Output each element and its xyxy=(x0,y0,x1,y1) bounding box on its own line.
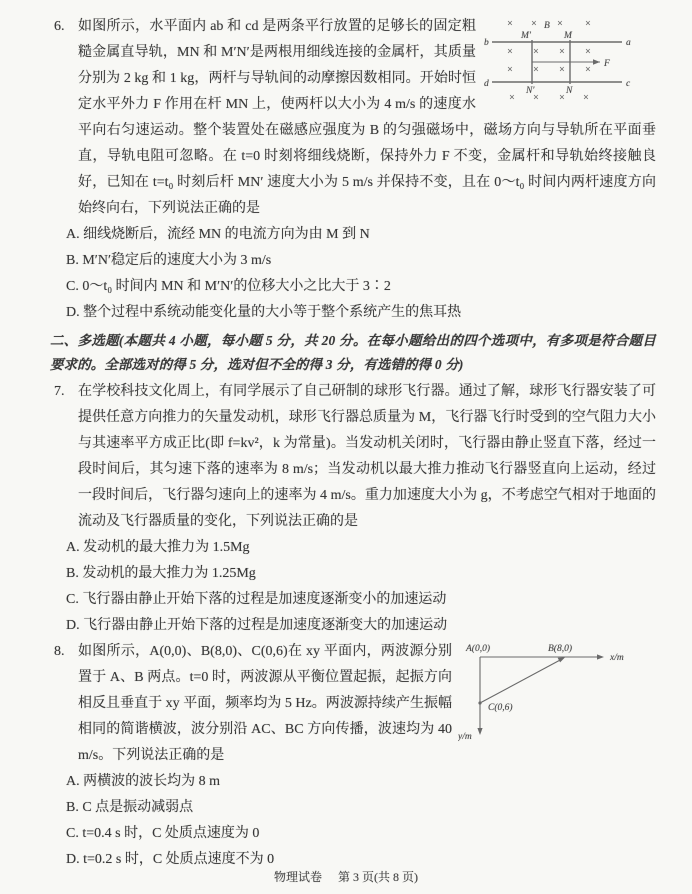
question-7-options xyxy=(66,535,656,639)
option-d: D. 飞行器由静止开始下落的过程是加速度逐渐变大的加速运动 xyxy=(66,618,448,633)
question-6-text: 如图所示，水平面内 ab 和 cd 是两条平行放置的足够长的固定粗糙金属直导轨，MN 和 M′N′是两根用细线连接的金属杆，其质量分别为 2 kg 和 1 kg，两杆与导轨间的动摩擦因数相同。开始时恒定水平外力 F 作用在杆 MN 上，使两杆以大小为 4 m/s 的速度水平向右匀速运动。整个装置处在磁感应强度为 B 的匀强磁场中，磁场方向与导轨所在平面垂直，导轨电阻可忽略。在 t=0 时刻将细线烧断，保持外力 F 不变，金属杆和导轨始终接触良好，已知在 t=t₀ 时刻后杆 MN′ 速度大小为 5 m/s 并保持不变，且在 0～t₀ 时间内两杆速度方向始终向右，下列说法正确的是 xyxy=(78,19,656,216)
field-into-page-icon: × xyxy=(509,92,515,104)
field-into-page-icon: × xyxy=(585,46,591,58)
field-into-page-icon: × xyxy=(507,64,513,76)
question-6 xyxy=(52,14,656,326)
option-d: D. 整个过程中系统动能变化量的大小等于整个系统产生的焦耳热 xyxy=(66,305,462,320)
x-axis-label: x/m xyxy=(610,653,624,663)
question-8-body xyxy=(54,639,656,769)
section-2-header: 二、多选题(本题共 4 小题，每小题 5 分，共 20 分。在每小题给出的四个选项中，有多项是符合题目要求的。全部选对的得 5 分，选对但不全的得 3 分，有选错的得 0 分) xyxy=(50,333,656,372)
exam-name: 物理试卷 xyxy=(273,870,322,884)
force-f-label: F xyxy=(604,59,610,69)
page-number: 第 3 页(共 8 页) xyxy=(338,870,418,884)
question-7-number: 7. xyxy=(54,384,65,399)
point-a-label: A(0,0) xyxy=(466,644,491,654)
field-into-page-icon: × xyxy=(583,92,589,104)
field-into-page-icon: × xyxy=(531,18,537,30)
question-8-text: 如图所示，A(0,0)、B(8,0)、C(0,6)在 xy 平面内，两波源分别置于 A、B 两点。t=0 时，两波源从平衡位置起振，起振方向相反且垂直于 xy 平面，频率均为 5 Hz。两波源持续产生振幅相同的简谐横波，波分别沿 AC、BC 方向传播，波速均为 40 m/s。下列说法正确的是 xyxy=(78,644,452,763)
option-a: A. 两横波的波长均为 8 m xyxy=(66,774,220,789)
question-6-options xyxy=(66,222,656,326)
question-6-body xyxy=(54,14,656,222)
question-7-text: 在学校科技文化周上，有同学展示了自己研制的球形飞行器。通过了解，球形飞行器安装了可提供任意方向推力的矢量发动机，球形飞行器总质量为 M，飞行器飞行时受到的空气阻力大小与其速率平方成正比(即 f=kv²，k 为常量)。当发动机关闭时，飞行器由静止竖直下落，经过一段时间后，其匀速下落的速率为 8 m/s；当发动机以最大推力推动飞行器竖直向上运动，经过一段时间后，飞行器匀速向上的速率为 4 m/s。重力加速度大小为 g，不考虑空气相对于地面的流动及飞行器质量的变化，下列说法正确的是 xyxy=(78,384,656,529)
field-into-page-icon: × xyxy=(559,46,565,58)
option-a: A. 细线烧断后，流经 MN 的电流方向为由 M 到 N xyxy=(66,227,370,242)
point-b-label: B(8,0) xyxy=(548,644,573,654)
question-6-number: 6. xyxy=(54,19,65,34)
rail-b-label: b xyxy=(484,38,489,48)
rod-n-prime-label: N′ xyxy=(526,86,535,96)
field-into-page-icon: × xyxy=(533,92,539,104)
rail-d-label: d xyxy=(484,79,489,89)
question-8-number: 8. xyxy=(54,644,65,659)
field-into-page-icon: × xyxy=(559,64,565,76)
question-7 xyxy=(52,379,656,639)
option-d: D. t=0.2 s 时，C 处质点速度不为 0 xyxy=(66,852,275,867)
page-footer xyxy=(0,868,692,886)
rod-m-prime-label: M′ xyxy=(521,31,531,41)
rod-m-label: M xyxy=(564,31,572,41)
point-c-label: C(0,6) xyxy=(488,703,513,713)
option-c: C. 0～t₀ 时间内 MN 和 M′N′的位移大小之比大于 3∶2 xyxy=(66,279,391,294)
field-into-page-icon: × xyxy=(559,92,565,104)
option-c: C. 飞行器由静止开始下落的过程是加速度逐渐变小的加速运动 xyxy=(66,592,447,607)
option-b: B. C 点是振动减弱点 xyxy=(66,800,194,815)
question-8 xyxy=(52,639,656,873)
field-into-page-icon: × xyxy=(585,18,591,30)
field-into-page-icon: × xyxy=(557,18,563,30)
rail-a-label: a xyxy=(626,38,631,48)
option-a: A. 发动机的最大推力为 1.5Mg xyxy=(66,540,250,555)
question-7-body xyxy=(54,379,656,535)
rail-c-label: c xyxy=(626,79,631,89)
field-into-page-icon: × xyxy=(533,64,539,76)
y-axis-label: y/m xyxy=(458,732,472,742)
option-b: B. 发动机的最大推力为 1.25Mg xyxy=(66,566,256,581)
field-into-page-icon: × xyxy=(533,46,539,58)
field-into-page-icon: × xyxy=(507,46,513,58)
field-b-label: B xyxy=(544,21,550,31)
field-into-page-icon: × xyxy=(507,18,513,30)
question-8-options xyxy=(66,769,656,873)
option-b: B. M′N′稳定后的速度大小为 3 m/s xyxy=(66,253,272,268)
rod-n-label: N xyxy=(566,86,573,96)
field-into-page-icon: × xyxy=(585,64,591,76)
option-c: C. t=0.4 s 时，C 处质点速度为 0 xyxy=(66,826,260,841)
